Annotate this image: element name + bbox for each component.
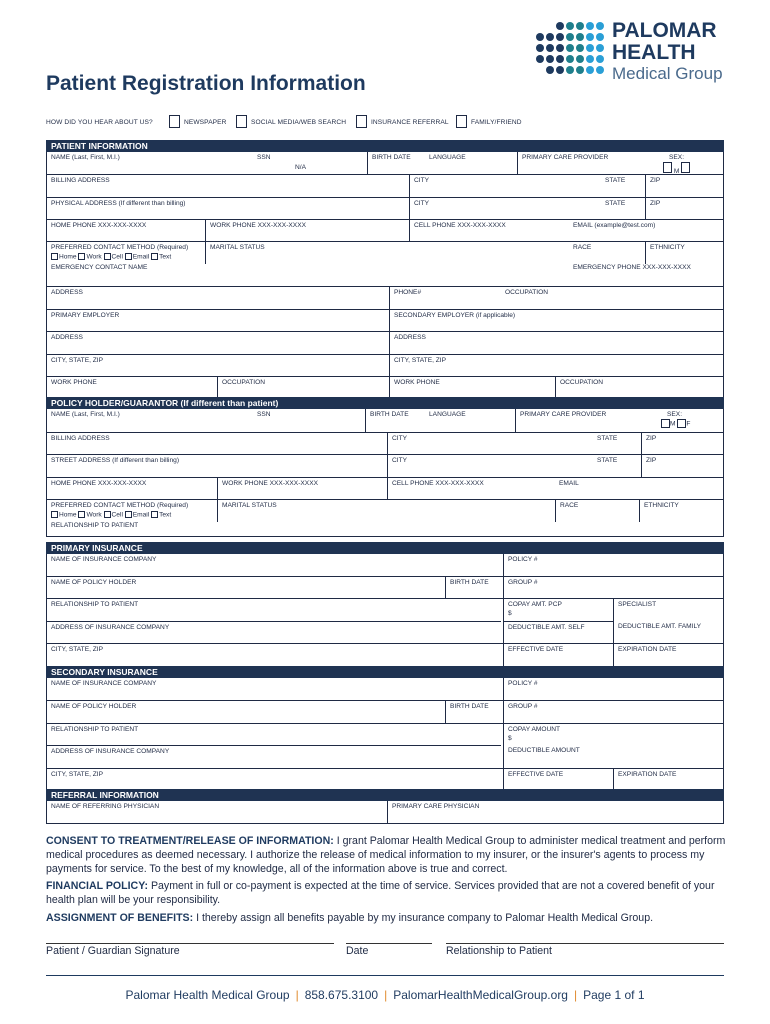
logo-dot bbox=[566, 33, 574, 41]
sex-f-checkbox[interactable] bbox=[681, 162, 690, 173]
logo-dot bbox=[536, 55, 544, 63]
s-company[interactable]: NAME OF INSURANCE COMPANY bbox=[51, 680, 157, 687]
p-holder[interactable]: NAME OF POLICY HOLDER bbox=[51, 579, 137, 586]
patient-ethnicity[interactable]: ETHNICITY bbox=[645, 242, 723, 264]
logo-dot bbox=[546, 55, 554, 63]
g-ethnicity[interactable]: ETHNICITY bbox=[639, 500, 723, 522]
patient-contact-method[interactable]: PREFERRED CONTACT METHOD (Required) Home Work Cell Email Text bbox=[51, 244, 189, 261]
g-billing[interactable]: BILLING ADDRESS bbox=[51, 435, 110, 442]
g-pcp[interactable]: PRIMARY CARE PROVIDER bbox=[515, 409, 655, 432]
patient-billing-field[interactable]: BILLING ADDRESS bbox=[51, 177, 110, 184]
footer-phone: 858.675.3100 bbox=[304, 988, 379, 1002]
patient-physical-city[interactable]: CITY bbox=[409, 198, 599, 219]
patient-work-phone[interactable]: WORK PHONE XXX-XXX-XXXX bbox=[205, 220, 407, 241]
section-referral-header: REFERRAL INFORMATION bbox=[46, 789, 724, 801]
page-title: Patient Registration Information bbox=[46, 72, 366, 95]
method-cell-checkbox[interactable] bbox=[104, 253, 111, 260]
g-work[interactable]: WORK PHONE XXX-XXX-XXXX bbox=[217, 478, 385, 499]
p-copay[interactable]: COPAY AMT. PCP $ bbox=[503, 599, 613, 621]
p-expiration[interactable]: EXPIRATION DATE bbox=[613, 644, 723, 666]
logo-dot bbox=[556, 22, 564, 30]
patient-grid bbox=[46, 152, 724, 400]
g-city[interactable]: CITY bbox=[387, 433, 591, 454]
method-home-checkbox[interactable] bbox=[51, 253, 58, 260]
patient-zip-field[interactable]: ZIP bbox=[645, 175, 723, 197]
g-street-city[interactable]: CITY bbox=[387, 455, 591, 477]
footer-rule bbox=[46, 975, 724, 976]
p-company[interactable]: NAME OF INSURANCE COMPANY bbox=[51, 556, 157, 563]
emergency-address[interactable]: ADDRESS bbox=[51, 289, 83, 296]
g-home[interactable]: HOME PHONE XXX-XXX-XXXX bbox=[51, 480, 147, 487]
patient-ssn-field[interactable]: SSN N/A bbox=[257, 154, 306, 171]
brand-line3: Medical Group bbox=[612, 64, 723, 83]
g-sex-m-checkbox[interactable] bbox=[661, 419, 670, 428]
p-ded-family[interactable]: DEDUCTIBLE AMT. FAMILY bbox=[613, 621, 723, 643]
g-contact-method[interactable]: PREFERRED CONTACT METHOD (Required) Home Work Cell Email Text bbox=[51, 502, 189, 519]
logo-dot bbox=[556, 33, 564, 41]
p-address[interactable]: ADDRESS OF INSURANCE COMPANY bbox=[47, 621, 501, 643]
r-physician[interactable]: NAME OF REFERRING PHYSICIAN bbox=[51, 803, 160, 810]
p-birth[interactable]: BIRTH DATE bbox=[445, 577, 501, 598]
logo-dot bbox=[596, 22, 604, 30]
patient-pcp-field[interactable]: PRIMARY CARE PROVIDER bbox=[517, 152, 657, 174]
financial-paragraph: FINANCIAL POLICY: Payment in full or co-payment is expected at the time of service. Services provided that are not a covered benefit of your health plan will be your responsibility. bbox=[46, 880, 715, 906]
logo-dot bbox=[576, 44, 584, 52]
logo-dot bbox=[596, 33, 604, 41]
sec-employer-occupation[interactable]: OCCUPATION bbox=[555, 377, 723, 399]
sec-employer-work-phone[interactable]: WORK PHONE bbox=[389, 377, 555, 399]
patient-home-phone[interactable]: HOME PHONE XXX-XXX-XXXX bbox=[51, 222, 147, 229]
patient-race[interactable]: RACE bbox=[573, 244, 592, 251]
g-method-email[interactable] bbox=[125, 511, 132, 518]
footer-site[interactable]: PalomarHealthMedicalGroup.org bbox=[393, 988, 568, 1002]
date-line[interactable] bbox=[346, 943, 432, 944]
patient-state-field[interactable]: STATE bbox=[605, 177, 626, 184]
footer-page: Page 1 of 1 bbox=[583, 988, 645, 1002]
logo-dot bbox=[546, 66, 554, 74]
sex-m-checkbox[interactable] bbox=[663, 162, 672, 173]
g-cell[interactable]: CELL PHONE XXX-XXX-XXXX bbox=[387, 478, 553, 499]
p-policy[interactable]: POLICY # bbox=[503, 554, 723, 576]
primary-grid bbox=[46, 554, 724, 667]
s-address[interactable]: ADDRESS OF INSURANCE COMPANY bbox=[47, 745, 501, 768]
logo-dot bbox=[586, 22, 594, 30]
g-street-zip[interactable]: ZIP bbox=[641, 455, 723, 477]
g-marital[interactable]: MARITAL STATUS bbox=[217, 500, 553, 522]
logo-dot bbox=[596, 55, 604, 63]
s-expiration[interactable]: EXPIRATION DATE bbox=[613, 769, 723, 790]
g-email[interactable]: EMAIL bbox=[559, 480, 579, 487]
logo-mark bbox=[536, 22, 608, 82]
date-label: Date bbox=[346, 945, 369, 957]
s-copay[interactable]: COPAY AMOUNT $ bbox=[503, 724, 723, 745]
patient-physical-field[interactable]: PHYSICAL ADDRESS (If different than billing) bbox=[51, 200, 186, 207]
logo-dot bbox=[586, 66, 594, 74]
s-effective[interactable]: EFFECTIVE DATE bbox=[503, 769, 613, 790]
signature-label: Patient / Guardian Signature bbox=[46, 945, 180, 957]
logo-dot bbox=[576, 66, 584, 74]
sec-employer-address[interactable]: ADDRESS bbox=[389, 332, 723, 354]
s-relationship[interactable]: RELATIONSHIP TO PATIENT bbox=[51, 726, 139, 733]
emergency-phone[interactable]: EMERGENCY PHONE XXX-XXX-XXXX bbox=[573, 264, 691, 271]
s-group[interactable]: GROUP # bbox=[503, 701, 723, 723]
p-ded-self[interactable]: DEDUCTIBLE AMT. SELF bbox=[503, 621, 613, 643]
g-state[interactable]: STATE bbox=[597, 435, 618, 442]
patient-physical-zip[interactable]: ZIP bbox=[645, 198, 723, 219]
g-method-work[interactable] bbox=[78, 511, 85, 518]
footer: Palomar Health Medical Group | 858.675.3100 | PalomarHealthMedicalGroup.org | Page 1 of 1 bbox=[125, 988, 645, 1002]
patient-sex-field[interactable]: SEX: M bbox=[659, 152, 723, 174]
emergency-occupation[interactable]: OCCUPATION bbox=[505, 289, 548, 296]
g-zip[interactable]: ZIP bbox=[641, 433, 723, 454]
g-method-home[interactable] bbox=[51, 511, 58, 518]
secondary-grid bbox=[46, 678, 724, 791]
logo-dot bbox=[566, 22, 574, 30]
family-checkbox[interactable] bbox=[456, 115, 467, 128]
s-policy[interactable]: POLICY # bbox=[503, 678, 723, 700]
section-secondary-header: SECONDARY INSURANCE bbox=[46, 666, 724, 678]
logo-dot bbox=[586, 55, 594, 63]
p-csz[interactable]: CITY, STATE, ZIP bbox=[51, 646, 104, 653]
hear-opt-family: FAMILY/FRIEND bbox=[471, 119, 522, 126]
logo-dot bbox=[566, 55, 574, 63]
r-pcp[interactable]: PRIMARY CARE PHYSICIAN bbox=[387, 801, 723, 823]
patient-birth-field[interactable]: BIRTH DATE bbox=[367, 152, 423, 174]
logo-dot bbox=[576, 33, 584, 41]
primary-employer[interactable]: PRIMARY EMPLOYER bbox=[51, 312, 120, 319]
secondary-employer[interactable]: SECONDARY EMPLOYER (if applicable) bbox=[389, 310, 723, 331]
g-street-state[interactable]: STATE bbox=[597, 457, 618, 464]
s-holder[interactable]: NAME OF POLICY HOLDER bbox=[51, 703, 137, 710]
section-primary-header: PRIMARY INSURANCE bbox=[46, 542, 724, 554]
referral-grid bbox=[46, 801, 724, 824]
footer-org: Palomar Health Medical Group bbox=[125, 988, 290, 1002]
hear-opt-newspaper: NEWSPAPER bbox=[184, 119, 227, 126]
guarantor-grid bbox=[46, 409, 724, 537]
logo-dot bbox=[556, 55, 564, 63]
relationship-line[interactable] bbox=[446, 943, 724, 944]
logo-dot bbox=[596, 44, 604, 52]
employer-work-phone[interactable]: WORK PHONE bbox=[51, 379, 97, 386]
g-sex-f-checkbox[interactable] bbox=[677, 419, 686, 428]
patient-language-field[interactable]: LANGUAGE bbox=[429, 154, 466, 161]
logo-dot bbox=[576, 55, 584, 63]
hear-opt-social: SOCIAL MEDIA/WEB SEARCH bbox=[251, 119, 347, 126]
brand-line1: PALOMAR bbox=[612, 19, 717, 42]
signature-line[interactable] bbox=[46, 943, 334, 944]
logo-dot bbox=[546, 44, 554, 52]
method-text-checkbox[interactable] bbox=[151, 253, 158, 260]
logo-dot bbox=[576, 22, 584, 30]
employer-address[interactable]: ADDRESS bbox=[51, 334, 83, 341]
assignment-paragraph: ASSIGNMENT OF BENEFITS: I thereby assign all benefits payable by my insurance company to Palomar Health Medical Group. bbox=[46, 912, 654, 924]
section-patient-header: PATIENT INFORMATION bbox=[46, 140, 724, 152]
brand-line2: HEALTH bbox=[612, 41, 696, 64]
patient-city-field[interactable]: CITY bbox=[409, 175, 599, 197]
employer-occupation[interactable]: OCCUPATION bbox=[217, 377, 387, 399]
method-work-checkbox[interactable] bbox=[78, 253, 85, 260]
logo-dot bbox=[596, 66, 604, 74]
patient-name-field[interactable]: NAME (Last, First, M.I.) bbox=[51, 154, 120, 161]
logo-dot bbox=[586, 44, 594, 52]
logo-dot bbox=[566, 44, 574, 52]
consent-paragraph: CONSENT TO TREATMENT/RELEASE OF INFORMATION: I grant Palomar Health Medical Group to administer medical treatment and perform medical procedures as deemed necessary. I authorize the release of medical information to my insurer, or the insurer's agents to process my payments for service. To the best of my knowledge, all of the information above is true and correct. bbox=[46, 835, 726, 875]
g-sex[interactable]: SEX: M F bbox=[657, 409, 723, 432]
g-relationship[interactable]: RELATIONSHIP TO PATIENT bbox=[51, 522, 139, 529]
g-method-text[interactable] bbox=[151, 511, 158, 518]
hear-opt-insurance: INSURANCE REFERRAL bbox=[371, 119, 449, 126]
patient-physical-state[interactable]: STATE bbox=[605, 200, 626, 207]
patient-marital[interactable]: MARITAL STATUS bbox=[205, 242, 567, 264]
s-birth[interactable]: BIRTH DATE bbox=[445, 701, 501, 723]
patient-cell-phone[interactable]: CELL PHONE XXX-XXX-XXXX bbox=[409, 220, 569, 241]
p-relationship[interactable]: RELATIONSHIP TO PATIENT bbox=[51, 601, 139, 608]
p-specialist[interactable]: SPECIALIST bbox=[613, 599, 723, 621]
social-checkbox[interactable] bbox=[236, 115, 247, 128]
logo-dot bbox=[536, 44, 544, 52]
p-effective[interactable]: EFFECTIVE DATE bbox=[503, 644, 613, 666]
relationship-label: Relationship to Patient bbox=[446, 945, 553, 957]
employer-csz[interactable]: CITY, STATE, ZIP bbox=[51, 357, 104, 364]
g-name[interactable]: NAME (Last, First, M.I.) bbox=[51, 411, 120, 418]
g-birth[interactable]: BIRTH DATE bbox=[365, 409, 421, 432]
logo-dot bbox=[586, 33, 594, 41]
logo-dot bbox=[556, 44, 564, 52]
newspaper-checkbox[interactable] bbox=[169, 115, 180, 128]
p-group[interactable]: GROUP # bbox=[503, 577, 723, 598]
logo-dot bbox=[556, 66, 564, 74]
logo-dot bbox=[566, 66, 574, 74]
logo-dot bbox=[546, 33, 554, 41]
section-guarantor-header: POLICY HOLDER/GUARANTOR (If different than patient) bbox=[46, 397, 724, 409]
emergency-phone-num[interactable]: PHONE# bbox=[389, 287, 501, 309]
g-language[interactable]: LANGUAGE bbox=[429, 411, 466, 418]
hear-question: HOW DID YOU HEAR ABOUT US? bbox=[46, 119, 153, 126]
patient-email[interactable]: EMAIL (example@test.com) bbox=[573, 222, 656, 229]
method-email-checkbox[interactable] bbox=[125, 253, 132, 260]
logo-dot bbox=[536, 33, 544, 41]
g-street[interactable]: STREET ADDRESS (If different than billing) bbox=[51, 457, 180, 464]
insurance-referral-checkbox[interactable] bbox=[356, 115, 367, 128]
s-csz[interactable]: CITY, STATE, ZIP bbox=[51, 771, 104, 778]
g-ssn[interactable]: SSN bbox=[257, 411, 271, 418]
s-deductible[interactable]: DEDUCTIBLE AMOUNT bbox=[503, 745, 723, 768]
sec-employer-csz[interactable]: CITY, STATE, ZIP bbox=[389, 355, 723, 376]
g-race[interactable]: RACE bbox=[555, 500, 639, 522]
g-method-cell[interactable] bbox=[104, 511, 111, 518]
emergency-name[interactable]: EMERGENCY CONTACT NAME bbox=[51, 264, 148, 271]
